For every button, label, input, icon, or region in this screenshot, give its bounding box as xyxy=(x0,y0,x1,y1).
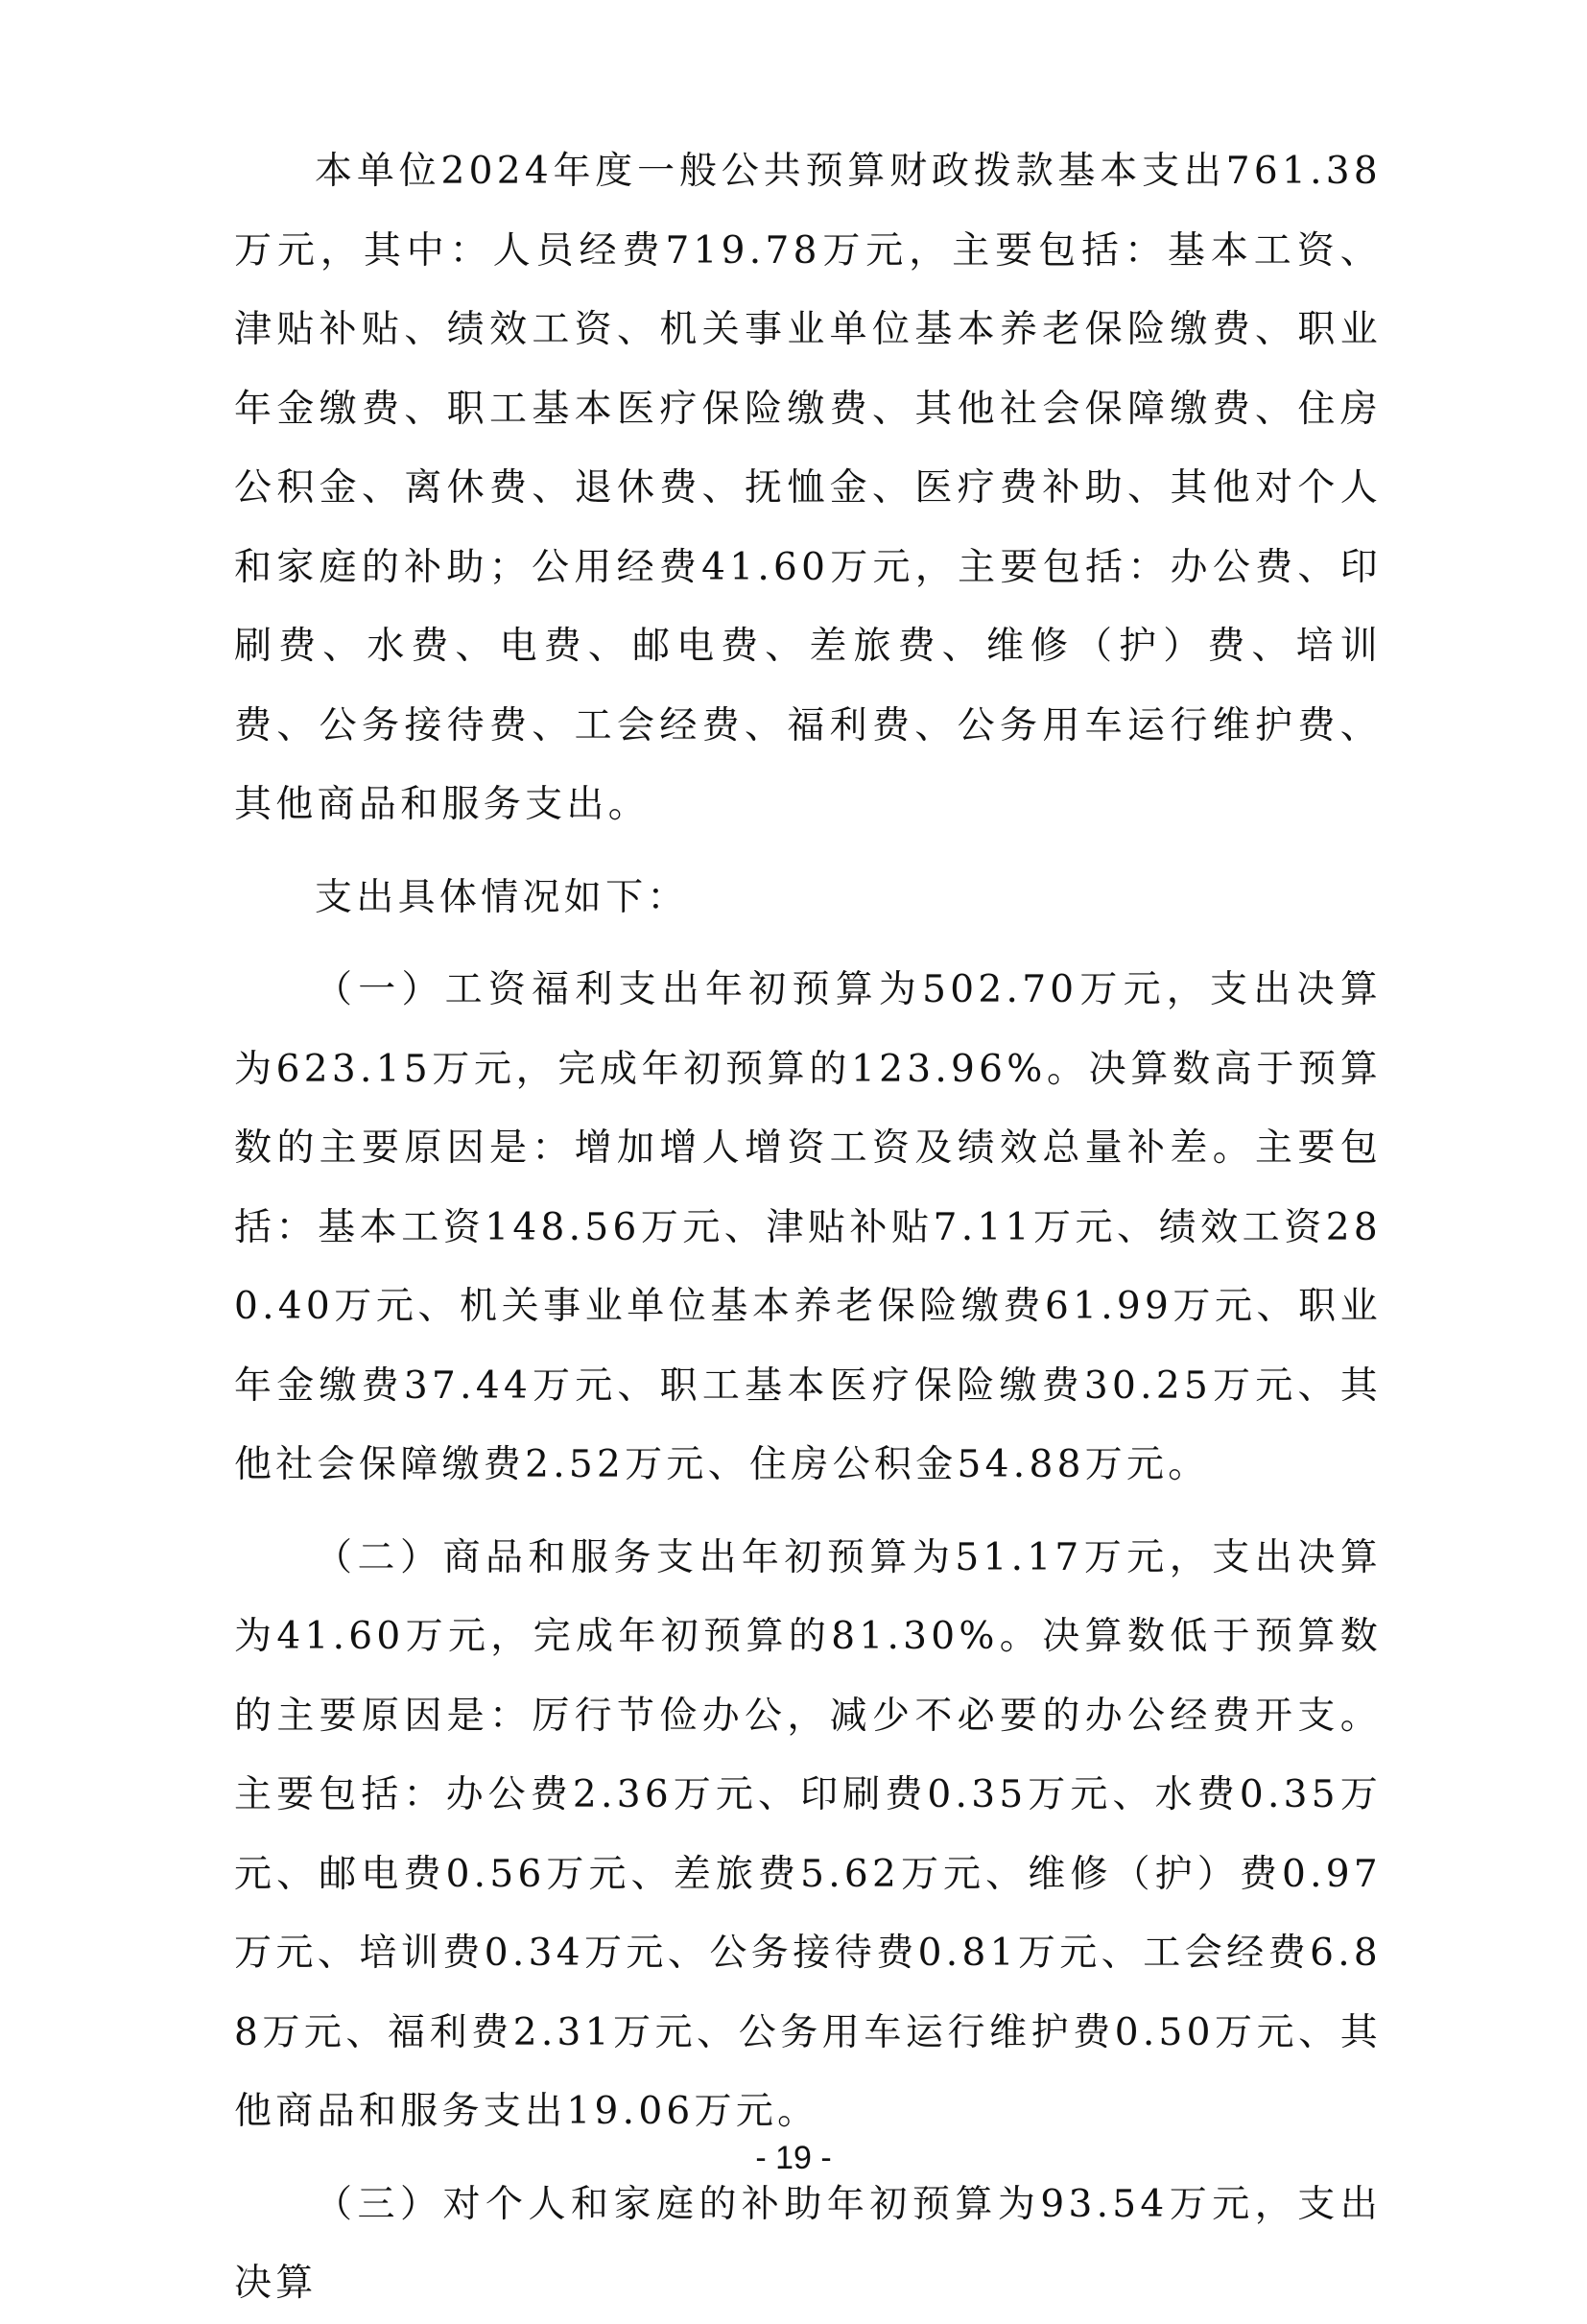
paragraph-wages-welfare: （一）工资福利支出年初预算为502.70万元，支出决算为623.15万元，完成年初预算的123.96%。决算数高于预算数的主要原因是：增加增人增资工资及绩效总量补差。主要包括：基本工资148.56万元、津贴补贴7.11万元、绩效工资280.40万元、机关事业单位基本养老保险缴费61.99万元、职业年金缴费37.44万元、职工基本医疗保险缴费30.25万元、其他社会保障缴费2.52万元、住房公积金54.88万元。 xyxy=(234,968,1382,1486)
paragraph-details-intro: 支出具体情况如下： xyxy=(315,875,689,919)
page-content xyxy=(234,132,1382,2324)
page-number: - 19 - xyxy=(755,2140,832,2176)
paragraph-individual-family-subsidy: （三）对个人和家庭的补助年初预算为93.54万元，支出决算 xyxy=(234,2182,1382,2305)
paragraph-goods-services: （二）商品和服务支出年初预算为51.17万元，支出决算为41.60万元，完成年初预算的81.30%。决算数低于预算数的主要原因是：厉行节俭办公，减少不必要的办公经费开支。主要包括：办公费2.36万元、印刷费0.35万元、水费0.35万元、邮电费0.56万元、差旅费5.62万元、维修（护）费0.97万元、培训费0.34万元、公务接待费0.81万元、工会经费6.88万元、福利费2.31万元、公务用车运行维护费0.50万元、其他商品和服务支出19.06万元。 xyxy=(234,1535,1382,2133)
paragraph-basic-expenditure: 本单位2024年度一般公共预算财政拨款基本支出761.38万元，其中：人员经费719.78万元，主要包括：基本工资、津贴补贴、绩效工资、机关事业单位基本养老保险缴费、职业年金缴费、职工基本医疗保险缴费、其他社会保障缴费、住房公积金、离休费、退休费、抚恤金、医疗费补助、其他对个人和家庭的补助；公用经费41.60万元，主要包括：办公费、印刷费、水费、电费、邮电费、差旅费、维修（护）费、培训费、公务接待费、工会经费、福利费、公务用车运行维护费、其他商品和服务支出。 xyxy=(234,150,1382,826)
